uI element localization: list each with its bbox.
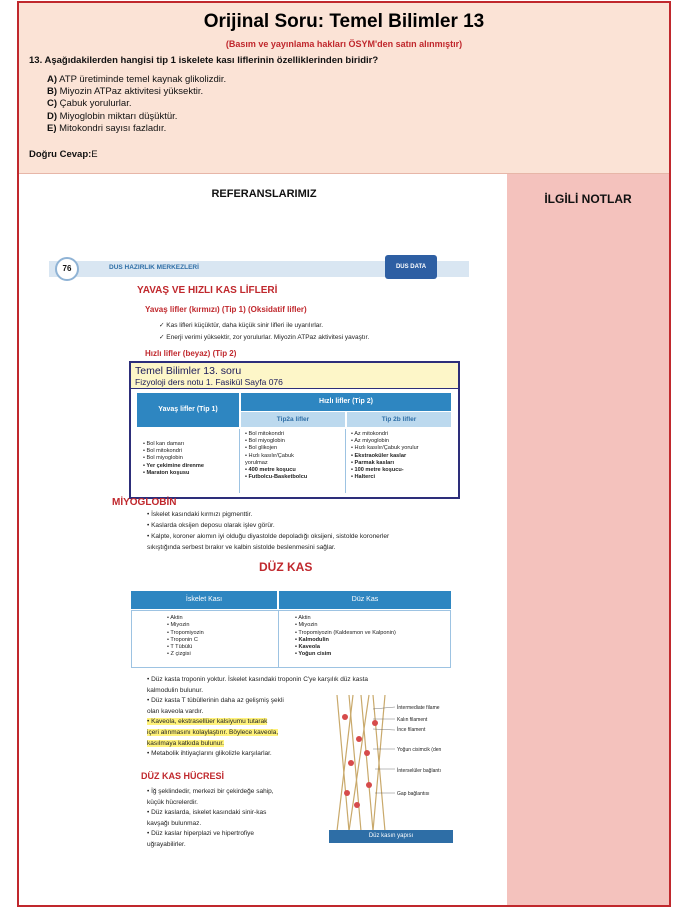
myoglobin-point-4: sıkıştığında serbest bırakır ve kalbin sistolde beslenmesini sağlar. <box>147 544 336 551</box>
overlay-label <box>131 363 458 389</box>
option-b: B) Miyozin ATPaz aktivitesi yüksektir. <box>47 86 204 98</box>
diagram-label: İnterselüler bağlantı <box>397 768 441 774</box>
correct-answer: Doğru Cevap:E <box>29 149 98 160</box>
question-text: 13. Aşağıdakilerden hangisi tip 1 iskelete kası liflerinin özelliklerinden biridir? <box>29 55 379 66</box>
myoglobin-point-1: • İskelet kasındaki kırmızı pigmenttir. <box>147 511 253 518</box>
skeletal-component-list: • Aktin • Miyozin • Tropomiyozin • Troponin C • T Tübülü • Z çizgisi <box>167 615 204 658</box>
type2b-fiber-list: • Az mitokondri • Az miyoglobin • Hızlı kasılır/Çabuk yorulur • Ekstraoküler kaslar • Parmak kasları • 100 metre koşucu- • Halterci <box>351 431 419 481</box>
table-separator <box>239 429 240 493</box>
smooth-muscle-notes: • Düz kasta troponin yoktur. İskelet kasındaki troponin C'ye karşılık düz kasta kalmodulin bulunur. • Düz kasta T tübüllerinin daha az gelişmiş şekli olan kaveola vardır. • Kaveola, ekstrasellüer kalsiyumu tutarak içeri alınmasını kolaylaştırır. Böylece kaveola, kasılmaya katkıda bulunur. • Metabolik ihtiyaçlarını glikolizle karşılarlar. <box>147 676 369 758</box>
overlay-line-1: Temel Bilimler 13. soru <box>135 365 242 377</box>
comp-header-smooth: Düz Kas <box>279 591 451 609</box>
overlay-line-2: Fizyoloji ders notu 1. Fasikül Sayfa 076 <box>135 377 283 387</box>
slow-fiber-list: • Bol kan damarı • Bol mitokondri • Bol miyoglobin • Yer çekimine direnme • Maraton koşusu <box>143 441 204 476</box>
diagram-label: İntermediate filame <box>397 705 440 711</box>
smooth-cell-notes: • İğ şeklindedir, merkezi bir çekirdeğe sahip, küçük hücrelerdir. • Düz kaslarda, iskelet kasındaki sinir-kas kavşağı bulunmaz. • Düz kaslar hiperplazi ve hipertrofiye uğrayabilirler. <box>147 788 274 848</box>
table-separator <box>278 610 279 668</box>
option-c: C) Çabuk yorulurlar. <box>47 98 132 110</box>
reference-overlay-box <box>129 361 460 499</box>
table-subheader-2b: Tip 2b lifler <box>347 412 451 427</box>
comp-header-skeletal: İskelet Kası <box>131 591 277 609</box>
smooth-component-list: • Aktin • Miyozin • Tropomiyozin (Kaldesmon ve Kalponin) • Kalmodulin • Kaveola • Yoğun cisim <box>295 615 396 658</box>
notes-title: İLGİLİ NOTLAR <box>544 192 632 206</box>
notes-panel <box>507 174 669 907</box>
table-subheader-2a: Tip2a lifler <box>241 412 345 427</box>
dus-data-logo: DUS DATA <box>385 255 437 279</box>
smooth-cell-title: DÜZ KAS HÜCRESİ <box>141 771 225 781</box>
scan-header-text: DUS HAZIRLIK MERKEZLERİ <box>109 264 199 271</box>
option-a: A) ATP üretiminde temel kaynak glikolizdir. <box>47 74 227 85</box>
option-e: E) Mitokondri sayısı fazladır. <box>47 122 167 134</box>
slow-point-2: ✓ Enerji verimi yüksektir, zor yorulurlar. Miyozin ATPaz aktivitesi yavaştır. <box>159 334 370 341</box>
options-list <box>47 74 226 135</box>
table-separator <box>345 429 346 493</box>
diagram-label: Yoğun cisimcik (den <box>397 747 442 753</box>
slow-fibers-title: Yavaş lifler (kırmızı) (Tip 1) (Oksidatif lifler) <box>145 305 307 314</box>
myoglobin-title: MİYOGLOBİN <box>112 497 177 508</box>
table-header-fast: Hızlı lifler (Tip 2) <box>241 393 451 411</box>
table-header-slow: Yavaş lifler (Tip 1) <box>137 393 239 427</box>
question-panel <box>19 3 669 173</box>
slow-point-1: ✓ Kas lifleri küçüktür, daha küçük sinir lifleri ile uyarılırlar. <box>159 322 324 329</box>
fast-fibers-title: Hızlı lifler (beyaz) (Tip 2) <box>145 349 237 358</box>
smooth-muscle-title: DÜZ KAS <box>259 560 313 574</box>
copyright-note: (Basım ve yayınlama hakları ÖSYM'den satın alınmıştır) <box>225 39 463 49</box>
type2a-fiber-list: • Bol mitokondri • Bol miyoglobin • Bol glikojen • Hızlı kasılır/Çabuk yorulmaz • 400 metre koşucu • Futbolcu-Basketbolcu <box>245 431 308 481</box>
diagram-label: Kalın filament <box>397 717 428 723</box>
myoglobin-point-2: • Kaslarda oksijen deposu olarak işlev görür. <box>147 522 275 529</box>
myoglobin-point-3: • Kalpte, koroner akımın iyi olduğu diyastolde depoladığı oksijeni, sistolde koronerler <box>147 533 390 540</box>
references-title: REFERANSLARIMIZ <box>211 188 317 200</box>
page-title: Orijinal Soru: Temel Bilimler 13 <box>203 11 485 32</box>
section-title-fibers: YAVAŞ VE HIZLI KAS LİFLERİ <box>137 285 278 296</box>
option-d: D) Miyoglobin miktarı düşüktür. <box>47 110 178 122</box>
page-number: 76 <box>55 257 79 281</box>
diagram-label: İnce filament <box>397 727 426 733</box>
diagram-label: Gap bağlantısı <box>397 791 430 797</box>
page-frame <box>17 1 671 907</box>
diagram-caption: Düz kasın yapısı <box>329 830 453 843</box>
